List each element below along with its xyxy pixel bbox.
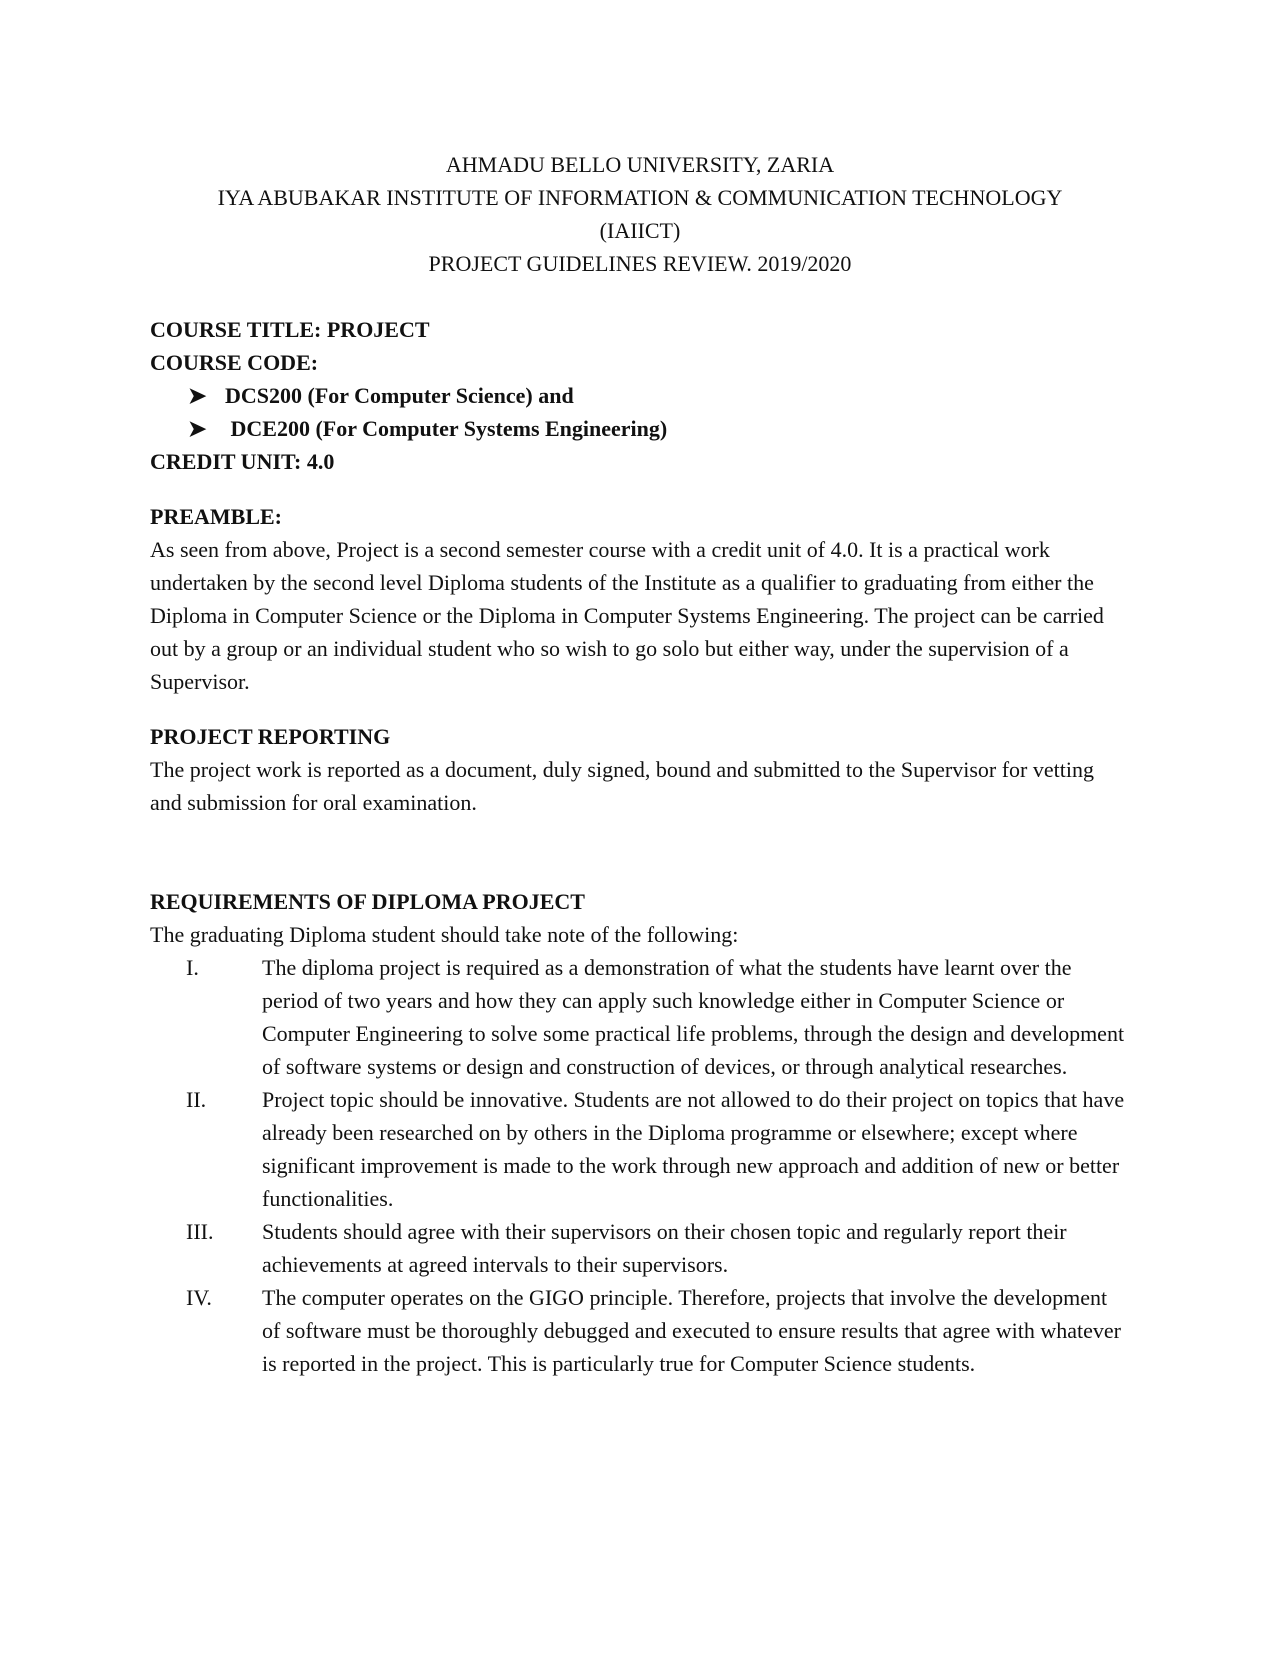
spacer	[150, 280, 1130, 313]
institute-abbreviation: (IAIICT)	[599, 218, 681, 243]
document-page	[150, 148, 1130, 1380]
requirements-section	[150, 885, 1130, 1380]
requirement-text: Project topic should be innovative. Students are not allowed to do their project on topics that have already been researched on by others in the Diploma programme or elsewhere; except where significant improvement is made to the work through new approach and addition of new or better functionalities.	[262, 1087, 1125, 1211]
course-code-label: COURSE CODE:	[150, 350, 319, 375]
credit-unit: CREDIT UNIT: 4.0	[150, 449, 335, 474]
requirement-text: The diploma project is required as a demonstration of what the students have learnt over the period of two years and how they can apply such knowledge either in Computer Science or Computer Engineering to solve some practical life problems, through the design and development of software systems or design and construction of devices, or through analytical researches.	[262, 955, 1125, 1079]
reporting-text: The project work is reported as a document, duly signed, bound and submitted to the Supervisor for vetting and submission for oral examination.	[150, 757, 1094, 815]
reporting-heading: PROJECT REPORTING	[150, 724, 391, 749]
course-code: DCS200 (For Computer Science) and	[225, 383, 574, 408]
list-item	[150, 1281, 1130, 1380]
requirements-intro: The graduating Diploma student should take note of the following:	[150, 922, 739, 947]
arrowhead-bullet-icon: ➤	[188, 416, 207, 441]
course-code: DCE200 (For Computer Systems Engineering)	[225, 416, 668, 441]
requirement-text: The computer operates on the GIGO principle. Therefore, projects that involve the development of software must be thoroughly debugged and executed to ensure results that agree with whatever is reported in the project. This is particularly true for Computer Science students.	[262, 1285, 1121, 1376]
institute-name: IYA ABUBAKAR INSTITUTE OF INFORMATION & COMMUNICATION TECHNOLOGY	[217, 185, 1063, 210]
list-item	[150, 379, 1130, 412]
spacer	[150, 478, 1130, 500]
list-item	[150, 412, 1130, 445]
list-number: III.	[186, 1219, 214, 1244]
preamble-heading: PREAMBLE:	[150, 504, 282, 529]
university-name: AHMADU BELLO UNIVERSITY, ZARIA	[445, 152, 835, 177]
list-item	[150, 1083, 1130, 1215]
course-code-list	[150, 379, 1130, 445]
requirements-heading: REQUIREMENTS OF DIPLOMA PROJECT	[150, 889, 585, 914]
document-header	[150, 148, 1130, 280]
list-number: IV.	[186, 1285, 212, 1310]
arrowhead-bullet-icon: ➤	[188, 383, 207, 408]
document-title: PROJECT GUIDELINES REVIEW. 2019/2020	[428, 251, 852, 276]
requirements-list	[150, 951, 1130, 1380]
course-info	[150, 313, 1130, 478]
preamble-section	[150, 500, 1130, 698]
list-number: I.	[186, 955, 199, 980]
course-title: COURSE TITLE: PROJECT	[150, 317, 430, 342]
list-item	[150, 1215, 1130, 1281]
list-item	[150, 951, 1130, 1083]
list-number: II.	[186, 1087, 207, 1112]
spacer	[150, 698, 1130, 720]
reporting-section	[150, 720, 1130, 819]
requirement-text: Students should agree with their supervisors on their chosen topic and regularly report their achievements at agreed intervals to their supervisors.	[262, 1219, 1067, 1277]
spacer	[150, 819, 1130, 885]
preamble-text: As seen from above, Project is a second semester course with a credit unit of 4.0. It is a practical work undertaken by the second level Diploma students of the Institute as a qualifier to graduating from either the Diploma in Computer Science or the Diploma in Computer Systems Engineering. The project can be carried out by a group or an individual student who so wish to go solo but either way, under the supervision of a Supervisor.	[150, 537, 1104, 694]
